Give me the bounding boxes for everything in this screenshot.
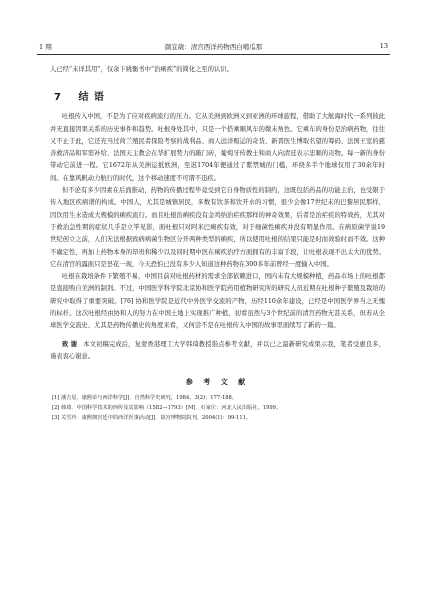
acknowledgement-text: 本文初稿完成后，复蒙香港理工大学韩琦教授指点参考文献，并以已之最新研究成果示我，笔者受惠良多，谨表衷心谢意。 [50,340,385,360]
issue-number: 1 期 [39,43,52,51]
acknowledgement-label: 致 谢 [62,340,78,348]
section-title: 结 语 [78,92,105,104]
article-body [50,64,385,423]
paragraph-2: 但不论有多少因素在后面推动，药物的传播过程毕竟受到它自身物质性的制约，这既包括药品的功能主治，也受限于传入地区疾病谱的构成。中国人，尤其是城镇居民，多数有饮茶和饮开水的习惯，很少会像17世纪末的巴黎居民那样，因饮用生水造成大规模的痢疾流行。而且吐根治痢疾役有金鸡纳治疟疾那样的神奇效果，后者是治疟疾的特效药，尤其对于救治急性期的症状几乎是立竿见影，面吐根只对阿米巴痢疾有效，对于细菌性痢疾并没有明显作用。在病原菌学说19世纪创立之前，人们无法根据致病病菌生物区分开两种类型的痢疾，所以使用吐根的结果只能是时而效验时而不效。这种不确定性，再加上药物本身的昂贵和稀少以及同时期中医在痢疾治疗方面拥有的丰富手段，让吐根表现不出太大的优势。它在清宫的露面只是昙花一现，今天恐怕已没有多少人知道这种药物在300多年前曾经一度输入中国。 [50,187,385,268]
references-list [50,393,385,423]
section-heading [54,88,385,103]
acknowledgement [50,339,385,363]
section-number: 7 [54,92,62,104]
article-running-title: 颜宜葳：清宫西洋药物西白噶瓜那 [164,43,263,51]
page-number: 13 [379,42,388,50]
reference-item: [2] 韩琦．中国科学技术的西传及其影响（1582—1793）[M]．石家庄：河北人民出版社，1999。 [52,404,282,411]
reference-item: [1] 潘吉星．康熙帝与西洋科学[J]．自然科学史研究，1984，3(2)：177-188。 [52,394,238,401]
reference-item: [3] 关雪玲．康熙朝宫廷中的西洋医事活动[J]．故宫博物院院刊，2004(1)：99-111。 [52,414,252,421]
paragraph-1: 吐根传入中国，不是为了应对疾病流行的压力。它从美洲到欧洲又到亚洲的环球旅程，借助了大航海时代一系列彼此并无直接因果关系的历史事件和趋势。吐根身处其中，只是一个搭乘顺风车的微末角色。它乘车的身份是治病药物，往往又不止于此，它还充当过荷兰殖民者探险考察的战利品、商人远洋贩运的奇货、新晋医生博取名望的筹码、法国王室的慈善救济品和军需补给、法国天主教会在华扩展势力的敲门砖，葡萄牙传教士和商人向清廷表示忠顺的贡物。每一新的身份带动它前进一程。它1672年从美洲运抵欧洲，至迟1704年便通过了紫禁城的门槛，环绕多半个地球仅用了30余年时间。在靠风帆动力航行的时代，这个移动速度不可谓不迅疾。 [50,113,385,182]
running-header [37,40,390,55]
paragraph-3: 吐根在栽培条件下繁殖不易，中国目前对吐根药材的需求全部依赖进口，国内未有大规模种植，药品市场上的吐根都是直接购自美洲的制剂。不过，中国医学科学院北京协和医学院药用植物研究所的研究人员近期在吐根种子繁殖及栽培的研究中取得了重要突破。[76] 协和医学院是近代中外医学交流的产物，历经110余年建设，已经是中国医学界当之无愧的标杆。这次吐根经由协和人的努力在中国土地上实现推广种植，初看虽然与3个世纪前的清宫药物无甚关系，但若从全球医学交流史、尤其是药物传播史的角度来看，又何尝不是在吐根传入中国的故事里面续写了新的一篇。 [50,273,385,330]
intro-paragraph: 人已经“未详其用”，仅余下姚衡书中“治痢疾”的简化之至的认识。 [50,66,233,73]
references-heading: 参 考 文 献 [185,377,250,386]
